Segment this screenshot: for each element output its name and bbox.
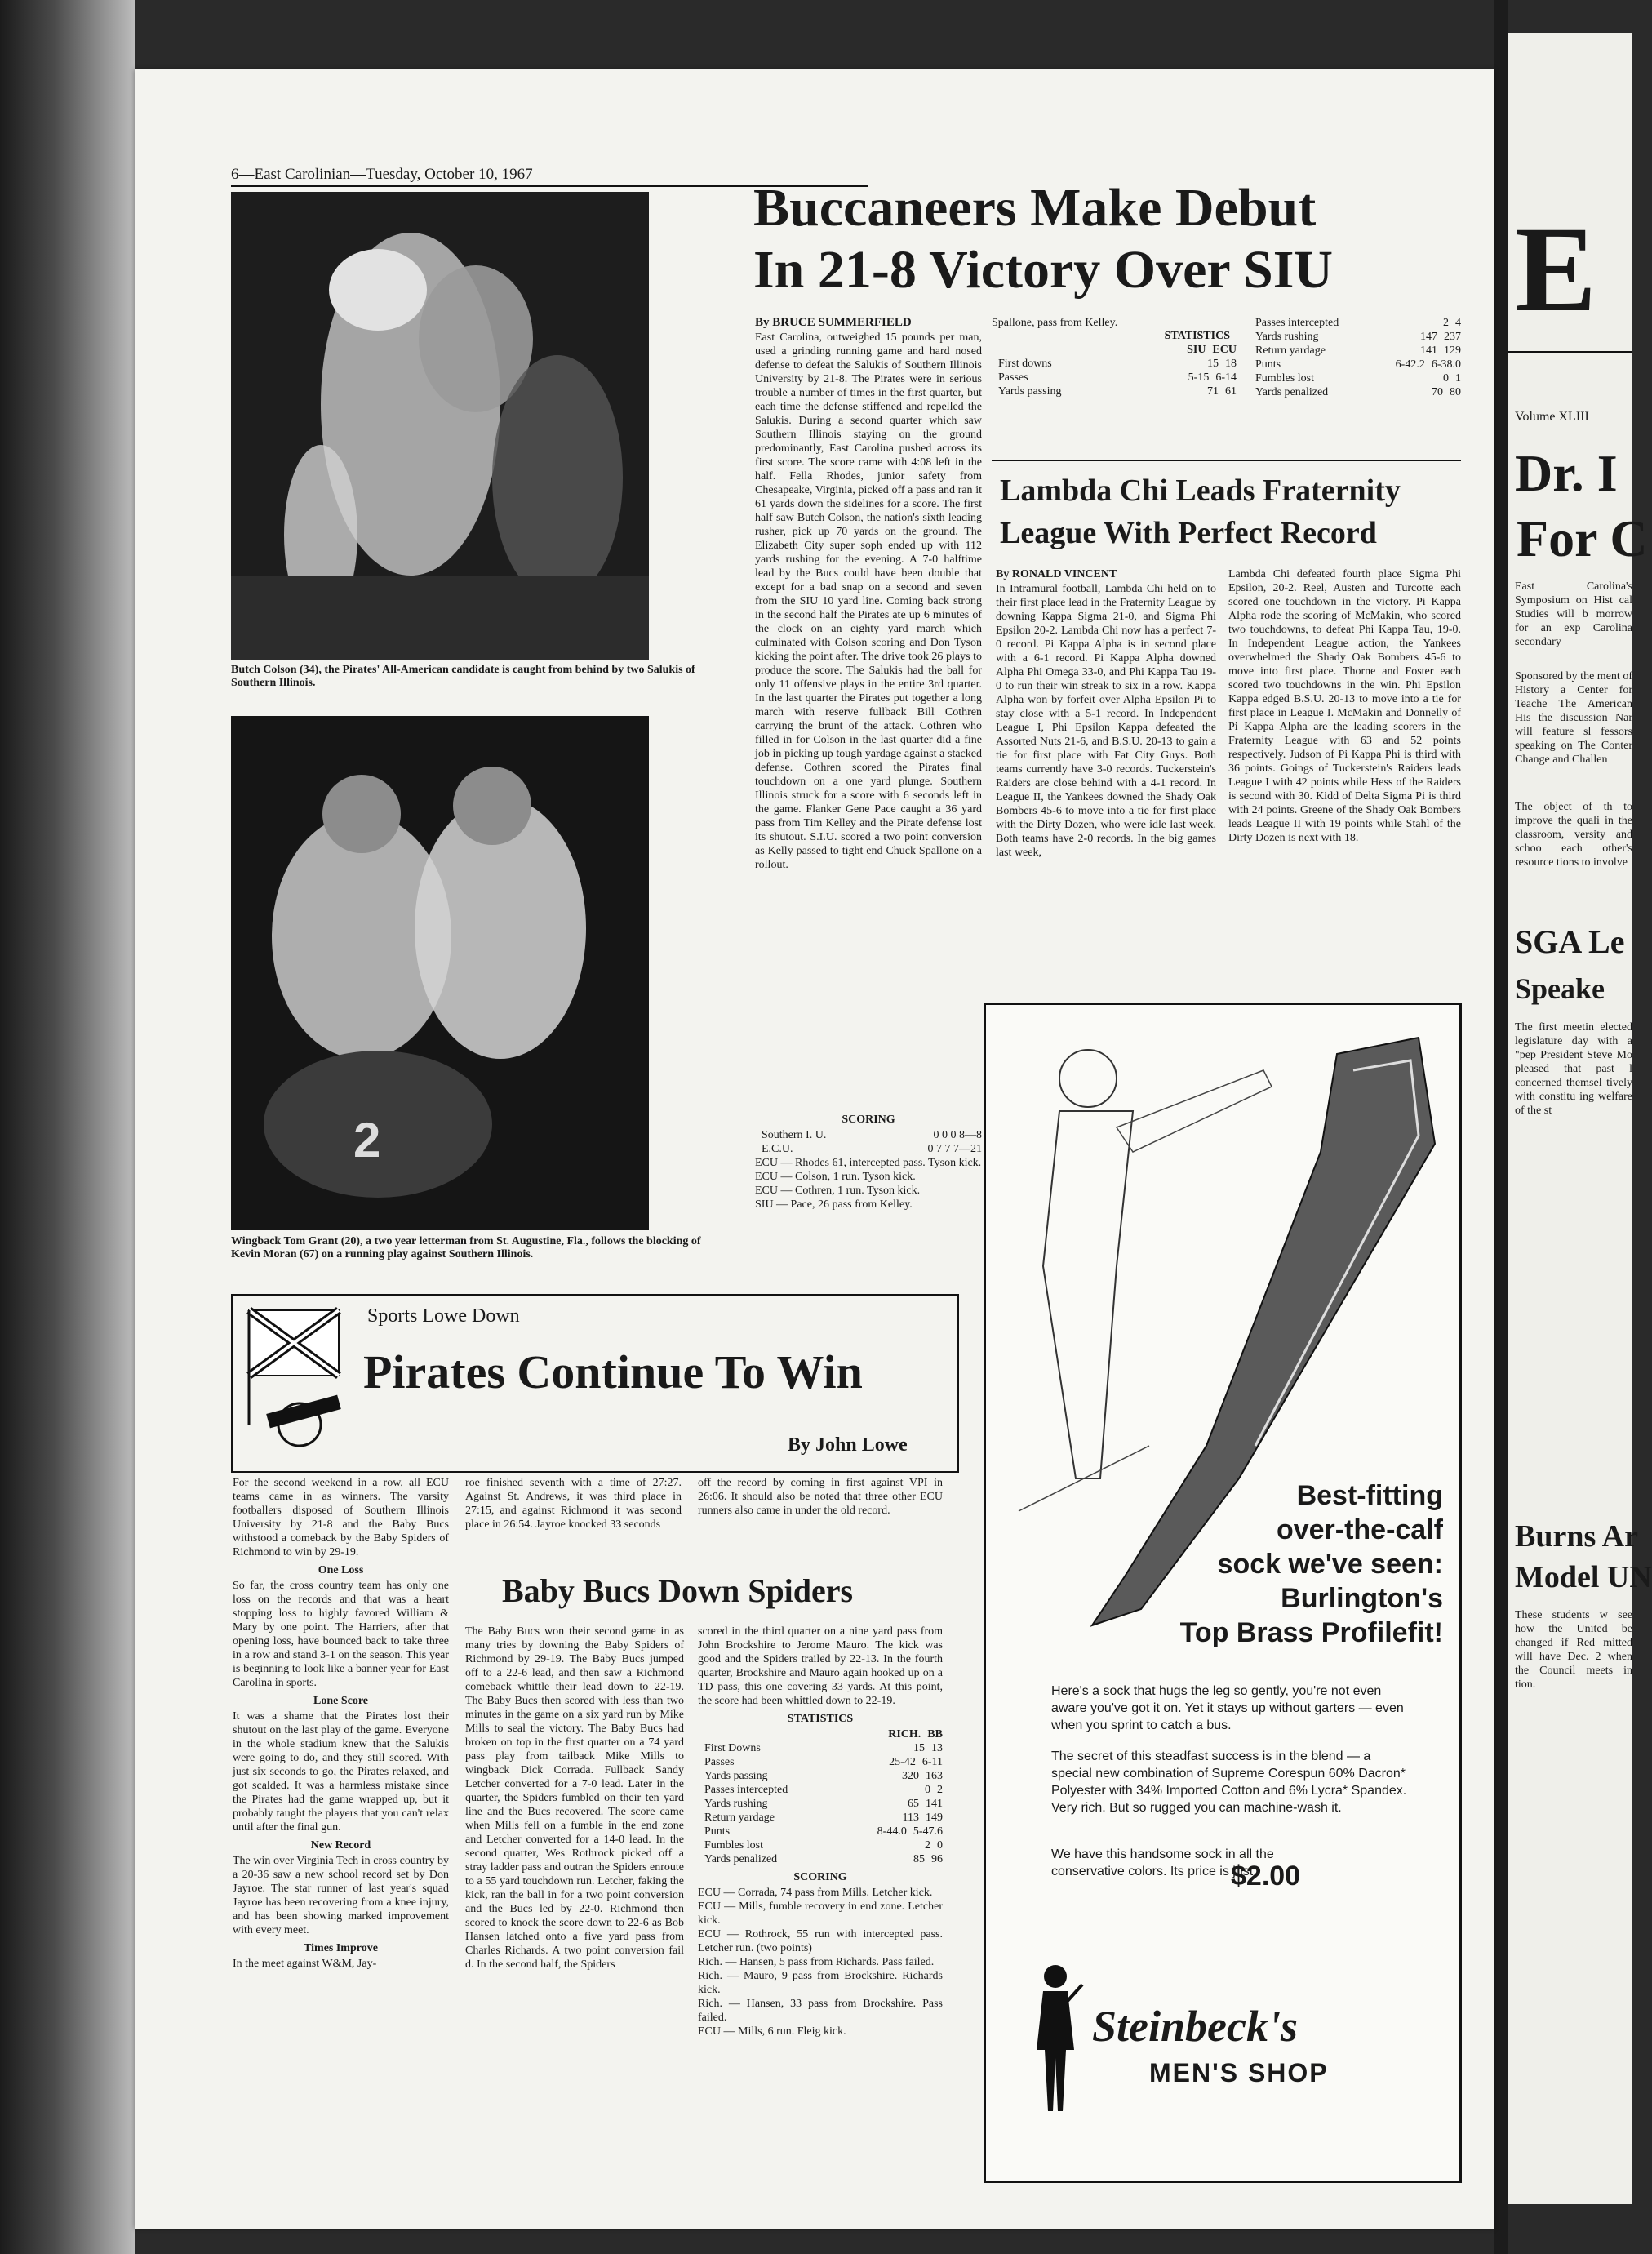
- main-scoring-play-4: SIU — Pace, 26 pass from Kelley.: [755, 1198, 913, 1211]
- baby-bucs-scoring-play: ECU — Mills, 6 run. Fleig kick.: [698, 2025, 846, 2038]
- main-stats-row: Yards rushing 147 237: [1255, 331, 1461, 343]
- svg-text:2: 2: [353, 1113, 381, 1167]
- burlington-sock-ad: [984, 1003, 1462, 2183]
- baby-bucs-scoring-title: SCORING: [793, 1871, 847, 1883]
- football-photo-grant: [231, 716, 649, 1230]
- main-stats-table-right: [1249, 316, 1461, 399]
- baby-bucs-scoring-play: ECU — Corrada, 74 pass from Mills. Letcher kick.: [698, 1887, 933, 1899]
- lambda-column-1: In Intramural football, Lambda Chi held on to their first place lead in the Fraternity League by downing Kappa Sigma 21-0, and Sigma Phi Epsilon 20-2. Lambda Chi now has a perfect 7-0 record. Pi Kappa Alpha is in second place with a 6-1 record. Pi Kappa Alpha downed Alpha Phi Omega 33-0, and Phi Kappa Tau 19-0 to run their win streak to six in a row. Kappa Alpha won by forfeit over Alpha Epsilon Pi to stay close with a 5-1 record. In Independent League I, Phi Epsilon Kappa defeated the Assorted Nuts 21-6, and B.S.U. 20-13 to gain a tie for first place with Fat City Guys. Both teams currently have 3-0 records. Tuckerstein's Raiders are close behind with a 4-1 record. In League II, the Yankees downed the Shady Oak Bombers 45-6 to move into a tie for first place with the Dirty Dozen, who were idle last week. Both teams have 2-0 records. In the big games last week,: [996, 583, 1216, 859]
- ad-headline-line: Burlington's: [1281, 1583, 1443, 1614]
- baby-bucs-stats-row: Fumbles lost 2 0: [704, 1839, 943, 1852]
- ad-body-2: The secret of this steadfast success is in the blend — a special new combination of Supreme Corespun 60% Dacron* Polyester with 34% Imported Cotton and 6% Lycra* Spandex. Very rich. But so rugged you can machine-wash it.: [1051, 1749, 1407, 1815]
- baby-bucs-scoring-play: Rich. — Mauro, 9 pass from Brockshire. Richards kick.: [698, 1970, 943, 1996]
- main-scoring-table: [755, 1128, 982, 1156]
- lambda-headline-line-1: Lambda Chi Leads Fraternity: [1000, 473, 1401, 508]
- main-headline-line-1: Buccaneers Make Debut: [753, 178, 1317, 238]
- baby-bucs-stats-row: Yards penalized 85 96: [704, 1853, 943, 1865]
- adjacent-text: The object of th to improve the quali in the classroom, versity and schoo each other's resource tions to involve: [1515, 801, 1632, 869]
- main-scoring-play-3: ECU — Cothren, 1 run. Tyson kick.: [755, 1185, 921, 1197]
- adjacent-text: These students w see how the United be changed if Red mitted will have Dec. 2 when the Council meets in tion.: [1515, 1609, 1632, 1691]
- ad-body-1: Here's a sock that hugs the leg so gently, you're not even aware you've got it on. Yet it stays up without garters — even when you sprint to catch a bus.: [1051, 1684, 1404, 1732]
- main-stats-table-left: [992, 329, 1237, 398]
- ad-headline-line: over-the-calf: [1276, 1514, 1443, 1545]
- baby-bucs-stats-row: Return yardage 113 149: [704, 1812, 943, 1824]
- main-stats-row: Punts 6-42.2 6-38.0: [1255, 358, 1461, 371]
- baby-bucs-stats-table: [698, 1727, 943, 1866]
- scan-background-left: [0, 0, 135, 2254]
- adjacent-sga-headline-2: Speake: [1515, 972, 1605, 1005]
- adjacent-headline-2: For C: [1517, 509, 1648, 567]
- main-stats-row: Yards penalized 70 80: [1255, 386, 1461, 398]
- ad-headline-line: Top Brass Profilefit!: [1179, 1617, 1443, 1648]
- lowe-headline: Pirates Continue To Win: [363, 1345, 863, 1398]
- baby-bucs-scoring-play: ECU — Mills, fumble recovery in end zone. Letcher kick.: [698, 1901, 943, 1927]
- main-stats-row: Return yardage 141 129: [1255, 345, 1461, 357]
- main-scoring-title: SCORING: [842, 1114, 895, 1126]
- ad-headline-line: sock we've seen:: [1217, 1549, 1443, 1580]
- main-scoring-play-1: ECU — Rhodes 61, intercepted pass. Tyson kick.: [755, 1157, 982, 1169]
- adjacent-masthead: E: [1515, 202, 1597, 337]
- baby-bucs-stats-row: Punts 8-44.0 5-47.6: [704, 1825, 943, 1838]
- main-story-column-2-top: Spallone, pass from Kelley.: [992, 317, 1118, 329]
- baby-bucs-stats-row: Yards rushing 65 141: [704, 1798, 943, 1810]
- baby-bucs-scoring-play: Rich. — Hansen, 33 pass from Brockshire. Pass failed.: [698, 1998, 943, 2024]
- ad-price: $2.00: [1231, 1861, 1301, 1892]
- adjacent-burns-headline-1: Burns Ar: [1515, 1519, 1638, 1554]
- store-name: Steinbeck's: [1092, 2002, 1298, 2051]
- ad-headline-line: Best-fitting: [1296, 1480, 1443, 1511]
- baby-bucs-paragraph: scored in the third quarter on a nine yard pass from John Brockshire to Jerome Mauro. The kick was good and the Spiders trailed by 22-13. In the fourth quarter, Brockshire and Mauro again hooked up on a TD pass, this one covering 33 yards. At this point, the score had been whittled down to 22-19.: [698, 1625, 943, 1707]
- lowe-byline: By John Lowe: [788, 1434, 908, 1456]
- page-gutter: [1494, 0, 1508, 2254]
- lowe-paragraph: In the meet against W&M, Jay-: [233, 1958, 377, 1970]
- store-mascot-icon: [1027, 1960, 1084, 2115]
- baby-bucs-column-2: [698, 1625, 943, 2038]
- confederate-flag-cannon-icon: [242, 1302, 357, 1457]
- main-stats-row: First downs 15 18: [998, 358, 1237, 370]
- adjacent-headline-1: Dr. I: [1515, 444, 1618, 502]
- lambda-top-rule: [992, 460, 1461, 461]
- adjacent-burns-headline-2: Model UN: [1515, 1560, 1652, 1594]
- baby-bucs-stats-header: RICH. BB: [888, 1728, 943, 1741]
- baby-bucs-stats-row: First Downs 15 13: [704, 1742, 943, 1754]
- main-stats-row: Passes intercepted 2 4: [1255, 317, 1461, 329]
- main-byline: By BRUCE SUMMERFIELD: [755, 316, 912, 329]
- adjacent-text: The first meetin elected legislature day with a "pep President Steve Mo pleased that past l concerned themsel tively with constitu ing welfare of the st: [1515, 1021, 1632, 1117]
- scoring-row-ecu: E.C.U. 0 7 7 7—21: [762, 1143, 982, 1155]
- adjacent-sga-headline-1: SGA Le: [1515, 923, 1625, 960]
- main-story-column-1: East Carolina, outweighed 15 pounds per man, used a grinding running game and hard nosed defense to defeat the Salukis of Southern Illinois University by 21-8. The Pirates were in serious trouble a number of times in the first quarter, but each time the defense stiffened and repelled the Salukis. During a second quarter which saw Southern Illinois staying on the ground predominantly, East Carolina pushed across its first score. The score came with 4:08 left in the half. Fella Rhodes, junior safety from Chesapeake, Virginia, picked off a pass and ran it 61 yards down the sidelines for a score. The first half saw Butch Colson, the nation's sixth leading rusher, pick up 70 yards on the ground. The Elizabeth City super soph ended up with 112 yards rushing for the evening. A 7-0 halftime lead by the Bucs could have been double that except for a bad snap on a second and seven from the SIU 10 yard line. Coming back strong in the second half the Pirates ate up 6 minutes of the clock on an eighty yard march which culminated with Colson scoring and Don Tyson kicking the point after. The drive took 26 plays to produce the score. The Salukis had the ball for only 11 offensive plays in the entire 3rd quarter. In the last quarter the Pirates put together a long march with reserve fullback Bill Cothren carrying the brunt of the attack. Cothren who filled in for Colson in the last quarter did a fine job in picking up tough yardage against a stacked defense. Cothren scored the Pirates final touchdown on a one yard plunge. Southern Illinois struck for a score with 6 seconds left in the game. Flanker Gene Pace caught a 36 yard pass from Tim Kelley and the Pirate defense lost its shutout. S.I.U. scored a two point conversion as Kelly passed to tight end Chuck Spallone on a rollout.: [755, 331, 982, 871]
- lowe-column-header-box: [231, 1294, 959, 1473]
- adjacent-rule: [1508, 351, 1632, 353]
- adjacent-page: [1508, 33, 1652, 2204]
- lambda-byline: By RONALD VINCENT: [996, 568, 1117, 580]
- baby-bucs-stats-title: STATISTICS: [787, 1713, 854, 1725]
- baby-bucs-headline: Baby Bucs Down Spiders: [502, 1572, 854, 1609]
- main-scoring-play-2: ECU — Colson, 1 run. Tyson kick.: [755, 1171, 916, 1183]
- lowe-subhead: Lone Score: [313, 1695, 368, 1707]
- main-stats-row: Passes 5-15 6-14: [998, 371, 1237, 384]
- lowe-paragraph: So far, the cross country team has only one loss on the records and that was a heart stopping loss to highly favored William & Mary by one point. The Harriers, after that opening loss, have bounced back to take three in a row and stand 3-1 on the season. This year is beginning to look like a banner year for East Carolina in sports.: [233, 1580, 449, 1689]
- adjacent-text: Sponsored by the ment of History a Center for Teache The American His the discussion Nar will feature sl fessors speaking on The Conter Change and Challen: [1515, 670, 1632, 766]
- lowe-paragraph: The win over Virginia Tech in cross country by a 20-36 saw a new school record set by Don Jayroe. The star runner of last year's squad Jayroe has been recovering from a knee injury, and has been showing marked improvement with every meet.: [233, 1855, 449, 1936]
- store-subtitle: MEN'S SHOP: [1149, 2058, 1329, 2087]
- scoring-row-siu: Southern I. U. 0 0 0 8—8: [762, 1129, 982, 1141]
- lowe-intro: For the second weekend in a row, all ECU teams came in as winners. The varsity footballers disposed of Southern Illinois University by 21-8 and the Baby Bucs withstood a comeback by the Baby Spiders of Richmond to win by 29-19.: [233, 1477, 449, 1558]
- main-stats-header: SIU ECU: [1187, 344, 1237, 356]
- baby-bucs-column-1: The Baby Bucs won their second game in as many tries by downing the Baby Spiders of Richmond by 29-19. The Baby Bucs jumped off to a 22-6 lead, and then saw a Richmond comeback whittle their lead down to 22-19. The Baby Bucs then scored with less than two minutes in the game on a six yard run by Mike Mills to seal the victory. The Baby Bucs had broken on top in the first quarter on a 74 yard pass play from tailback Mike Mills to wingback Dick Corrada. Fullback Sandy Letcher converted for a 7-0 lead. Later in the quarter, the Spiders fumbled on their ten yard line and the Bucs recovered. The score came when Mills fell on a fumble in the end zone and Letcher converted for a 14-0 lead. In the second quarter, Wes Rothrock picked off a stray ladder pass and outran the Spiders enroute to a 55 yard touchdown run. Letcher, faking the kick, ran the ball in for a two point conversion and the Bucs led by 22-0. Richmond then scored to knock the score down to 22-6 as Bob Hansen latched onto a five yard pass from Charles Richards. A two point conversion fail d. In the second half, the Spiders: [465, 1625, 684, 1971]
- lowe-column-1: [233, 1476, 449, 1971]
- lowe-subhead: Times Improve: [304, 1942, 378, 1954]
- adjacent-volume: Volume XLIII: [1515, 410, 1589, 424]
- lambda-column-2: Lambda Chi defeated fourth place Sigma Phi Epsilon, 20-2. Reel, Austen and Turcotte each scored one touchdown in the victory. Pi Kappa Alpha rode the scoring of McMakin, who scored two touchdowns, to defeat Phi Kappa Tau, 19-0. In Independent League action, the Yankees overwhelmed the Shady Oak Bombers 45-6 to move into first place. Thorne and Foster each scored two touchdowns in the win. Phi Epsilon Kappa edged B.S.U. 20-13 to move into a tie for first place in League I. McMakin and Donnelly of Pi Kappa Alpha are the leading scorers in the Fraternity League with 63 and 52 points respectively. Judson of Pi Kappa Phi is third with 36 points. Goings of Tuckerstein's Raiders leads League I with 42 points while Hess of the Raiders is second with 30. Kidd of Delta Sigma Pi is third with 24 points. Greene of the Shady Oak Bombers leads League II with 19 points while Stahl of the Dirty Dozen is next with 18.: [1228, 568, 1461, 844]
- baby-bucs-scoring-play: ECU — Rothrock, 55 run with intercepted pass. Letcher run. (two points): [698, 1928, 943, 1954]
- lowe-paragraph: It was a shame that the Pirates lost their shutout on the last play of the game. Everyone in the whole stadium knew that the Salukis were going to do, and they still scored. With just six seconds to go, the Pirates relaxed, and got scalded. It was a harmless mistake since the Pirates had the game wrapped up, but it probably taught the players that you can't relax until after the final gun.: [233, 1710, 449, 1834]
- main-scoring-block: [755, 1109, 982, 1211]
- photo-caption-colson: Butch Colson (34), the Pirates' All-American candidate is caught from behind by two Salukis of Southern Illinois.: [231, 664, 695, 689]
- ad-body-3: We have this handsome sock in all the conservative colors. Its price is just: [1051, 1847, 1274, 1878]
- lowe-column-3: off the record by coming in first against VPI in 26:06. It should also be noted that three other ECU runners also came in under the old record.: [698, 1477, 943, 1517]
- main-headline-line-2: In 21-8 Victory Over SIU: [753, 240, 1334, 300]
- ad-headline: [1149, 1478, 1443, 1650]
- baby-bucs-scoring-play: Rich. — Hansen, 5 pass from Richards. Pass failed.: [698, 1956, 935, 1968]
- football-photo-colson: [231, 192, 649, 660]
- lowe-subhead: New Record: [310, 1839, 371, 1852]
- lowe-subhead: One Loss: [318, 1564, 364, 1576]
- newspaper-page: [135, 69, 1494, 2229]
- baby-bucs-stats-row: Passes 25-42 6-11: [704, 1756, 943, 1768]
- baby-bucs-stats-row: Yards passing 320 163: [704, 1770, 943, 1782]
- baby-bucs-stats-row: Passes intercepted 0 2: [704, 1784, 943, 1796]
- lowe-kicker: Sports Lowe Down: [367, 1305, 520, 1327]
- main-stats-row: Yards passing 71 61: [998, 385, 1237, 398]
- folio: 6—East Carolinian—Tuesday, October 10, 1967: [231, 166, 533, 183]
- adjacent-text: East Carolina's Symposium on Hist cal Studies will b morrow for an exp Carolina secondary: [1515, 580, 1632, 648]
- photo-caption-grant: Wingback Tom Grant (20), a two year letterman from St. Augustine, Fla., follows the blocking of Kevin Moran (67) on a running play against Southern Illinois.: [231, 1235, 701, 1260]
- main-stats-title-row: STATISTICS: [1164, 330, 1230, 342]
- lambda-headline-line-2: League With Perfect Record: [1000, 516, 1377, 550]
- lowe-column-2: roe finished seventh with a time of 27:27. Against St. Andrews, it was third place in 27:15, and against Richmond it was second place in 26:54. Jayroe knocked 33 seconds: [465, 1477, 682, 1531]
- main-stats-row: Fumbles lost 0 1: [1255, 372, 1461, 385]
